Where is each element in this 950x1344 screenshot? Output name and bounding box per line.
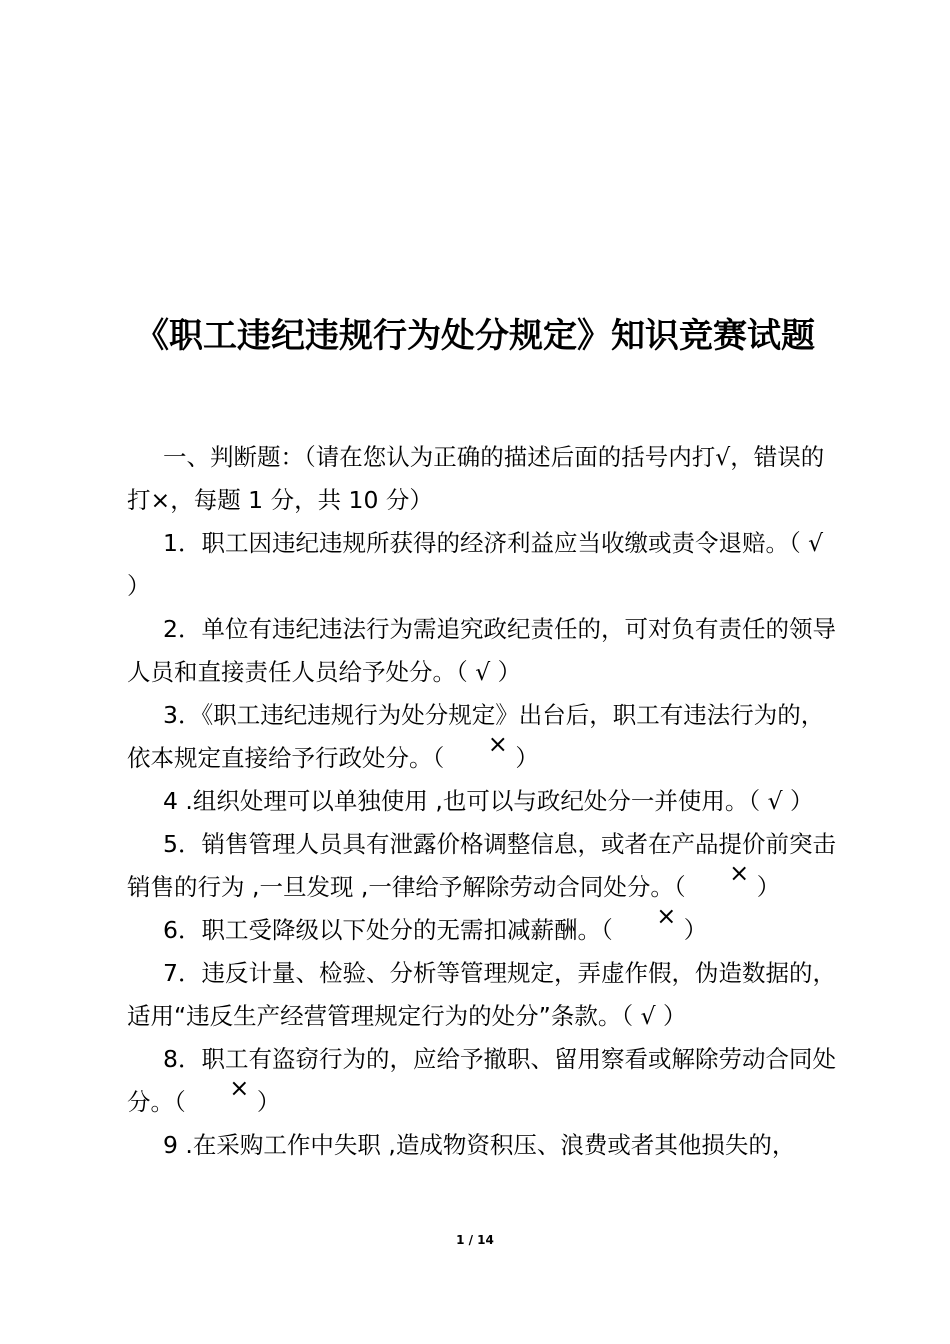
question-text: 9 .在采购工作中失职 ,造成物资积压、浪费或者其他损失的， bbox=[163, 1131, 796, 1159]
question-bracket: ） bbox=[515, 744, 539, 772]
answer-mark-check: √ bbox=[467, 658, 498, 686]
question-text: 8．职工有盗窃行为的，应给予撤职、留用察看或解除劳动合同处分。（ bbox=[127, 1045, 836, 1116]
section-heading: 一、判断题：（请在您认为正确的描述后面的括号内打√，错误的打×，每题 1 分，共 10 分） bbox=[127, 443, 825, 514]
question-item bbox=[127, 952, 839, 1038]
answer-mark-cross: × bbox=[487, 730, 508, 758]
question-item bbox=[127, 522, 839, 608]
question-bracket: ） bbox=[663, 1002, 687, 1030]
question-item bbox=[127, 780, 839, 823]
question-text: 5．销售管理人员具有泄露价格调整信息，或者在产品提价前突击销售的行为 ,一旦发现 ,一律给予解除劳动合同处分。（ bbox=[127, 830, 836, 901]
question-bracket: ） bbox=[497, 658, 522, 686]
answer-mark-check: √ bbox=[633, 1002, 664, 1030]
answer-mark-cross: × bbox=[656, 902, 677, 930]
question-text: 6．职工受降级以下处分的无需扣减薪酬。（ bbox=[163, 916, 613, 944]
question-item bbox=[127, 608, 839, 694]
question-item bbox=[127, 823, 839, 909]
question-text: 7．违反计量、检验、分析等管理规定，弄虚作假，伪造数据的，适用“违反生产经营管理规定行为的处分”条款。（ bbox=[127, 959, 836, 1030]
question-list bbox=[127, 436, 839, 1167]
question-bracket: ） bbox=[756, 873, 781, 901]
question-bracket: ） bbox=[790, 787, 814, 815]
answer-mark-cross: × bbox=[229, 1074, 250, 1102]
question-text: 4 .组织处理可以单独使用 ,也可以与政纪处分一并使用。（ bbox=[163, 787, 761, 815]
document-title: 《职工违纪违规行为处分规定》知识竞赛试题 bbox=[135, 316, 815, 356]
answer-mark-check: √ bbox=[760, 787, 791, 815]
answer-mark-check: √ bbox=[800, 529, 824, 557]
question-bracket: ） bbox=[256, 1088, 281, 1116]
question-item bbox=[127, 694, 839, 780]
page-indicator: 1 / 14 bbox=[456, 1233, 494, 1247]
question-text: 2．单位有违纪违法行为需追究政纪责任的，可对负有责任的领导人员和直接责任人员给予处分。（ bbox=[127, 615, 836, 686]
question-bracket: ） bbox=[127, 572, 151, 600]
question-text: 1．职工因违纪违规所获得的经济利益应当收缴或责令退赔。（ bbox=[163, 529, 801, 557]
answer-mark-cross: × bbox=[729, 859, 750, 887]
question-item bbox=[127, 1038, 839, 1124]
question-item bbox=[127, 1124, 839, 1167]
question-text: 3．《职工违纪违规行为处分规定》出台后，职工有违法行为的，依本规定直接给予行政处分。（ bbox=[127, 701, 825, 772]
question-item bbox=[127, 902, 839, 952]
question-bracket: ） bbox=[683, 916, 708, 944]
